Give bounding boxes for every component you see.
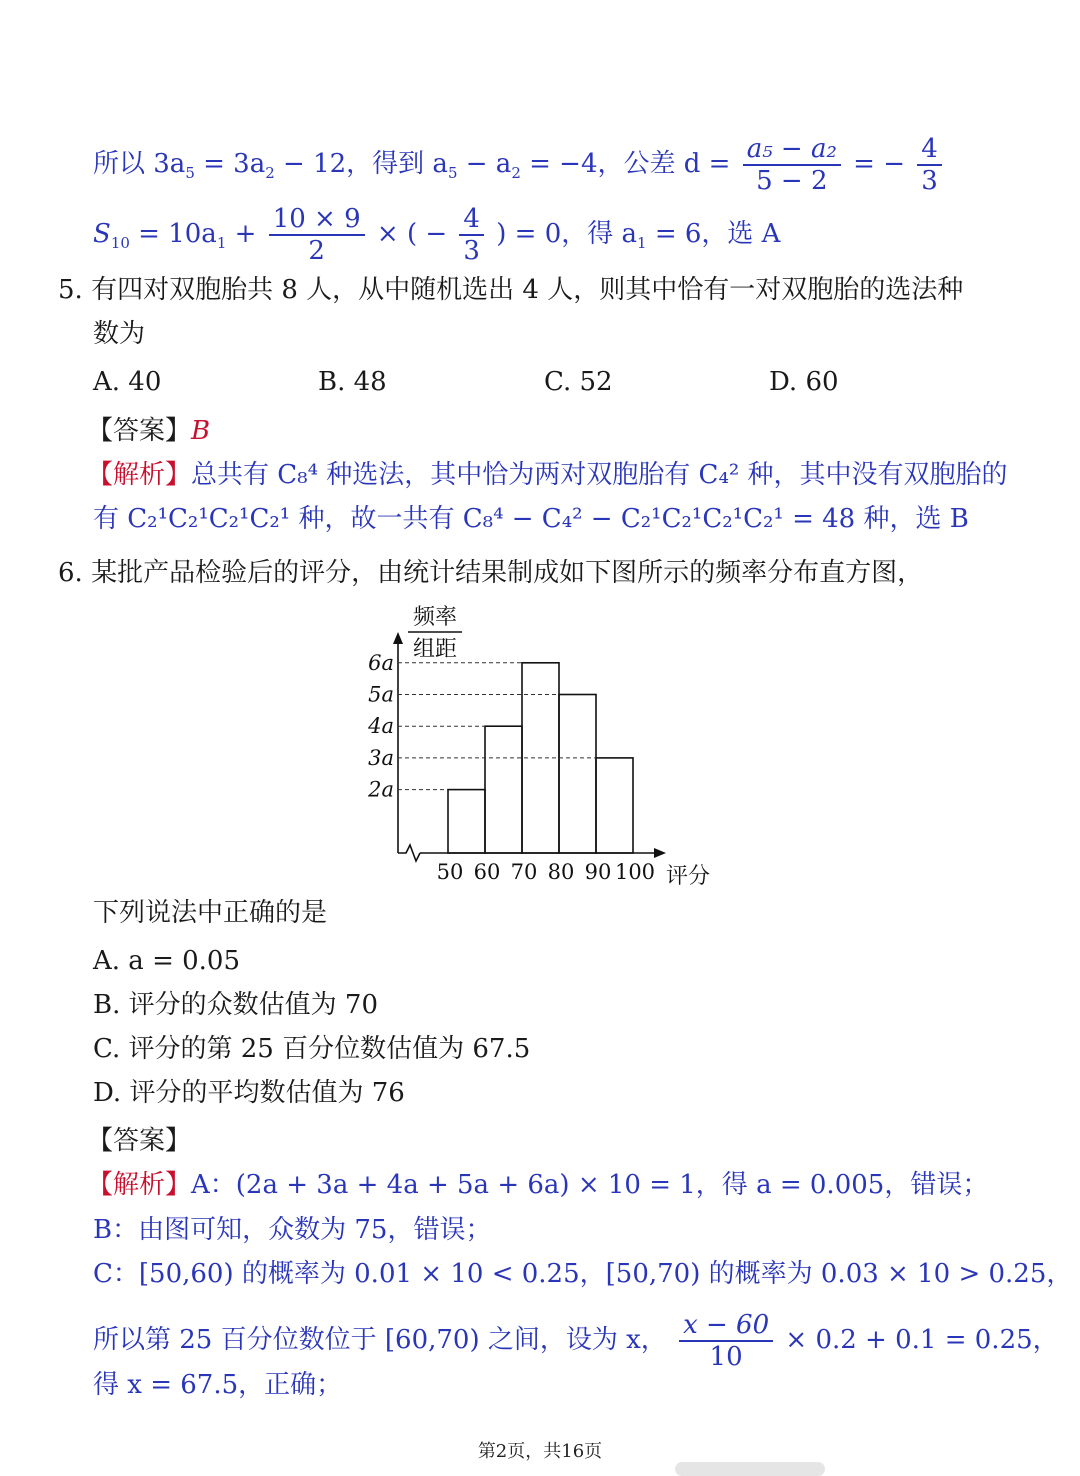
x-axis-arrow <box>654 848 666 858</box>
q5-stem-line-1: 5. 有四对双胞胎共 8 人，从中随机选出 4 人，则其中恰有一对双胞胎的选法种 <box>58 275 964 305</box>
q5-analysis-line-2: 有 C₂¹C₂¹C₂¹C₂¹ 种，故一共有 C₈⁴ − C₄² − C₂¹C₂¹C₂¹C₂¹ = 48 种，选 B <box>93 504 969 534</box>
y-tick-label: 4a <box>368 714 394 739</box>
histogram-bar <box>485 726 522 853</box>
prev-solution-line-1: 所以 $3a_5 = 3a_2 - 12$，得到 $a_5 - a_2 = -4$，公差 d = $\frac{\text{a₅ − a₂}}{5 - 2}$ = − $\frac{4}{3}$ <box>93 134 946 196</box>
q6-prompt: 下列说法中正确的是 <box>93 898 328 928</box>
fraction: $\frac{\text{a₅ − a₂}}{5 - 2}$ <box>743 134 841 196</box>
q6-analysis-line-1: 【解析】A：(2a + 3a + 4a + 5a + 6a) × 10 = 1，得 a = 0.005，错误； <box>87 1170 989 1200</box>
histogram-bar <box>596 758 633 853</box>
q5-option-b: B. 48 <box>318 367 387 397</box>
x-tick-label: 60 <box>473 860 501 884</box>
x-axis-label: 评分 <box>666 864 711 888</box>
q6-analysis-line-4: 所以第 25 百分位数位于 [60,70) 之间，设为 x， $\frac{x - 60}{10}$ × 0.2 + 0.1 = 0.25， <box>93 1310 1059 1372</box>
y-label-top: 频率 <box>412 605 458 630</box>
q5-stem-line-2: 数为 <box>93 319 146 349</box>
x-tick-label: 70 <box>510 860 538 884</box>
y-tick-label: 6a <box>368 650 394 675</box>
q6-option-b: B. 评分的众数估值为 70 <box>93 990 378 1020</box>
q6-option-a: A. a = 0.05 <box>93 946 241 976</box>
histogram-bar <box>559 695 596 854</box>
answer-label: 【答案】 <box>87 416 192 446</box>
page-footer: 第2页，共16页 <box>477 1441 603 1462</box>
q6-analysis-line-3: C：[50,60) 的概率为 0.01 × 10 < 0.25，[50,70) 的概率为 0.03 × 10 > 0.25， <box>93 1259 1073 1289</box>
y-tick-label: 5a <box>368 682 394 707</box>
watermark-bar <box>675 1462 825 1476</box>
analysis-label: 【解析】 <box>87 460 192 490</box>
y-tick-label: 3a <box>368 745 394 770</box>
q6-analysis-line-2: B：由图可知，众数为 75，错误； <box>93 1215 492 1245</box>
q5-option-d: D. 60 <box>769 367 839 397</box>
q6-analysis-line-5: 得 x = 67.5，正确； <box>93 1370 343 1400</box>
q5-option-c: C. 52 <box>544 367 613 397</box>
x-tick-label: 100 <box>614 860 656 884</box>
fraction: $\frac{x - 60}{10}$ <box>679 1310 773 1372</box>
q6-stem-line-1: 6. 某批产品检验后的评分，由统计结果制成如下图所示的频率分布直方图， <box>58 558 924 588</box>
frequency-histogram <box>360 598 730 888</box>
y-axis-arrow <box>393 632 403 644</box>
x-tick-label: 50 <box>436 860 464 884</box>
y-tick-label: 2a <box>368 777 394 802</box>
answer-value: B <box>191 416 211 446</box>
x-tick-label: 90 <box>584 860 612 884</box>
histogram-bar <box>448 790 485 853</box>
x-axis-break <box>398 845 420 861</box>
y-label-bottom: 组距 <box>412 637 458 662</box>
q6-option-d: D. 评分的平均数估值为 76 <box>93 1078 405 1108</box>
q5-analysis-line-1: 【解析】总共有 C₈⁴ 种选法，其中恰为两对双胞胎有 C₄² 种，其中没有双胞胎的 <box>87 460 1008 490</box>
fraction: $\frac{4}{3}$ <box>917 134 942 196</box>
q6-answer: 【答案】 <box>87 1126 192 1156</box>
analysis-label: 【解析】 <box>87 1170 192 1200</box>
fraction: $\frac{4}{3}$ <box>459 204 484 266</box>
fraction: $\frac{10 \times 9}{2}$ <box>269 204 365 266</box>
q5-answer <box>87 414 210 448</box>
prev-solution-line-2: $S_{10} = 10a_1$ + $\frac{10 \times 9}{2}$ × ( − $\frac{4}{3}$ ) = 0，得 $a_1 = 6$，选 A <box>93 204 781 266</box>
q5-option-a: A. 40 <box>93 367 162 397</box>
x-tick-label: 80 <box>547 860 575 884</box>
q6-option-c: C. 评分的第 25 百分位数估值为 67.5 <box>93 1034 531 1064</box>
